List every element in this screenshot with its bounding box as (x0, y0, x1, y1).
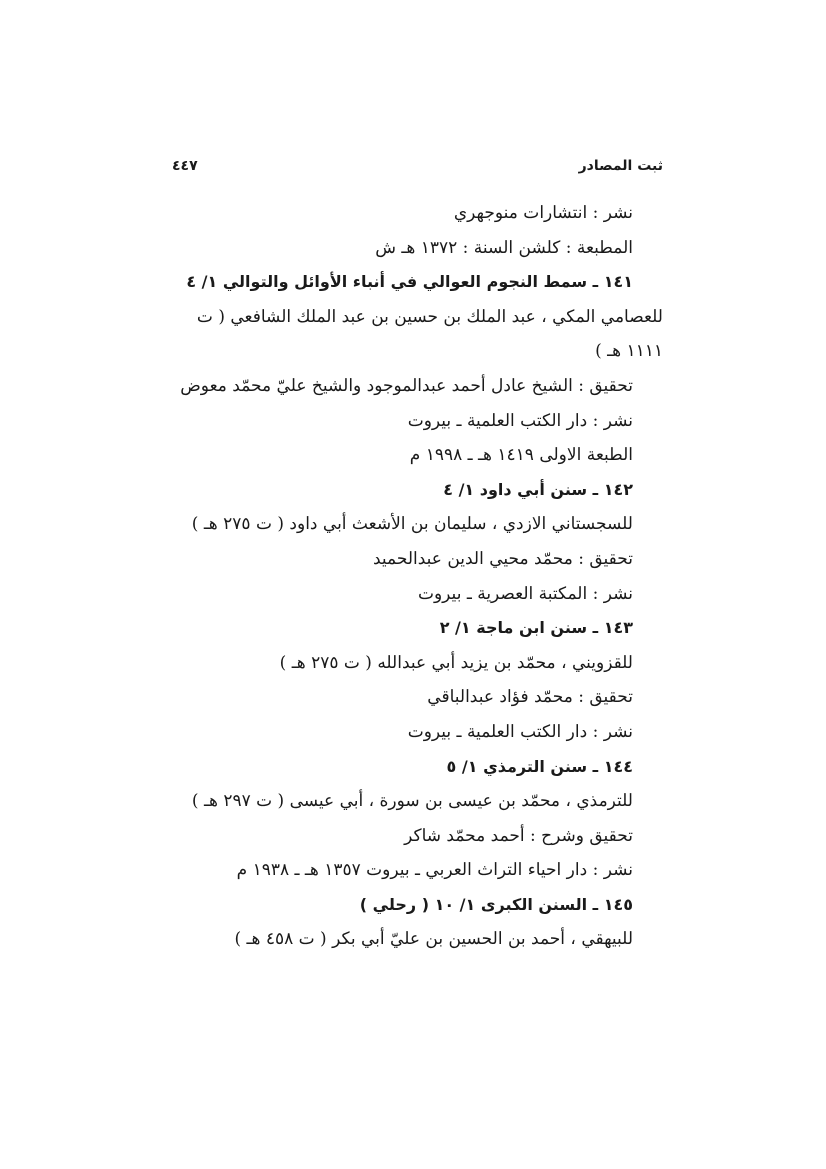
entry-publisher-line: نشر : دار الكتب العلمية ـ بيروت (407, 410, 633, 431)
entry-editor-line: تحقيق : الشيخ عادل أحمد عبدالموجود والشيخ عليّ محمّد معوض (180, 375, 633, 396)
bibliography-body (163, 196, 663, 957)
entry-publisher-line: نشر : المكتبة العصرية ـ بيروت (417, 583, 633, 604)
running-title: ثبت المصادر (578, 158, 663, 174)
entry-author-line: للترمذي ، محمّد بن عيسى بن سورة ، أبي عيسى ( ت ٢٩٧ هـ ) (191, 791, 633, 812)
entry-heading-143: ١٤٣ ـ سنن ابن ماجة ١/ ٢ (439, 618, 633, 638)
page-number: ٤٤٧ (172, 158, 198, 174)
entry-publisher-line: نشر : انتشارات منوجهري (453, 203, 633, 223)
entry-author-continuation: ١١١١ هـ ) (595, 341, 663, 362)
entry-heading-141: ١٤١ ـ سمط النجوم العوالي في أنباء الأوائل والتوالي ١/ ٤ (186, 272, 633, 292)
entry-heading-144: ١٤٤ ـ سنن الترمذي ١/ ٥ (446, 756, 633, 776)
entry-heading-142: ١٤٢ ـ سنن أبي داود ١/ ٤ (443, 479, 633, 499)
entry-editor-line: تحقيق وشرح : أحمد محمّد شاكر (404, 825, 633, 846)
entry-printing-line: المطبعة : كلشن السنة : ١٣٧٢ هـ ش (375, 237, 633, 258)
entry-publisher-line: نشر : دار الكتب العلمية ـ بيروت (407, 721, 633, 742)
entry-publisher-line: نشر : دار احياء التراث العربي ـ بيروت ١٣٥٧ هـ ـ ١٩٣٨ م (236, 860, 633, 881)
entry-author-line: للعصامي المكي ، عبد الملك بن حسين بن عبد الملك الشافعي ( ت (196, 306, 663, 327)
entry-editor-line: تحقيق : محمّد محيي الدين عبدالحميد (372, 548, 633, 569)
entry-author-line: للبيهقي ، أحمد بن الحسين بن عليّ أبي بكر ( ت ٤٥٨ هـ ) (234, 929, 633, 950)
entry-editor-line: تحقيق : محمّد فؤاد عبدالباقي (427, 687, 633, 708)
entry-heading-145: ١٤٥ ـ السنن الكبرى ١/ ١٠ ( رحلي ) (359, 894, 633, 914)
entry-author-line: للقزويني ، محمّد بن يزيد أبي عبدالله ( ت ٢٧٥ هـ ) (279, 652, 633, 673)
entry-edition-line: الطبعة الاولى ١٤١٩ هـ ـ ١٩٩٨ م (409, 445, 633, 466)
entry-author-line: للسجستاني الازدي ، سليمان بن الأشعث أبي داود ( ت ٢٧٥ هـ ) (191, 514, 633, 535)
